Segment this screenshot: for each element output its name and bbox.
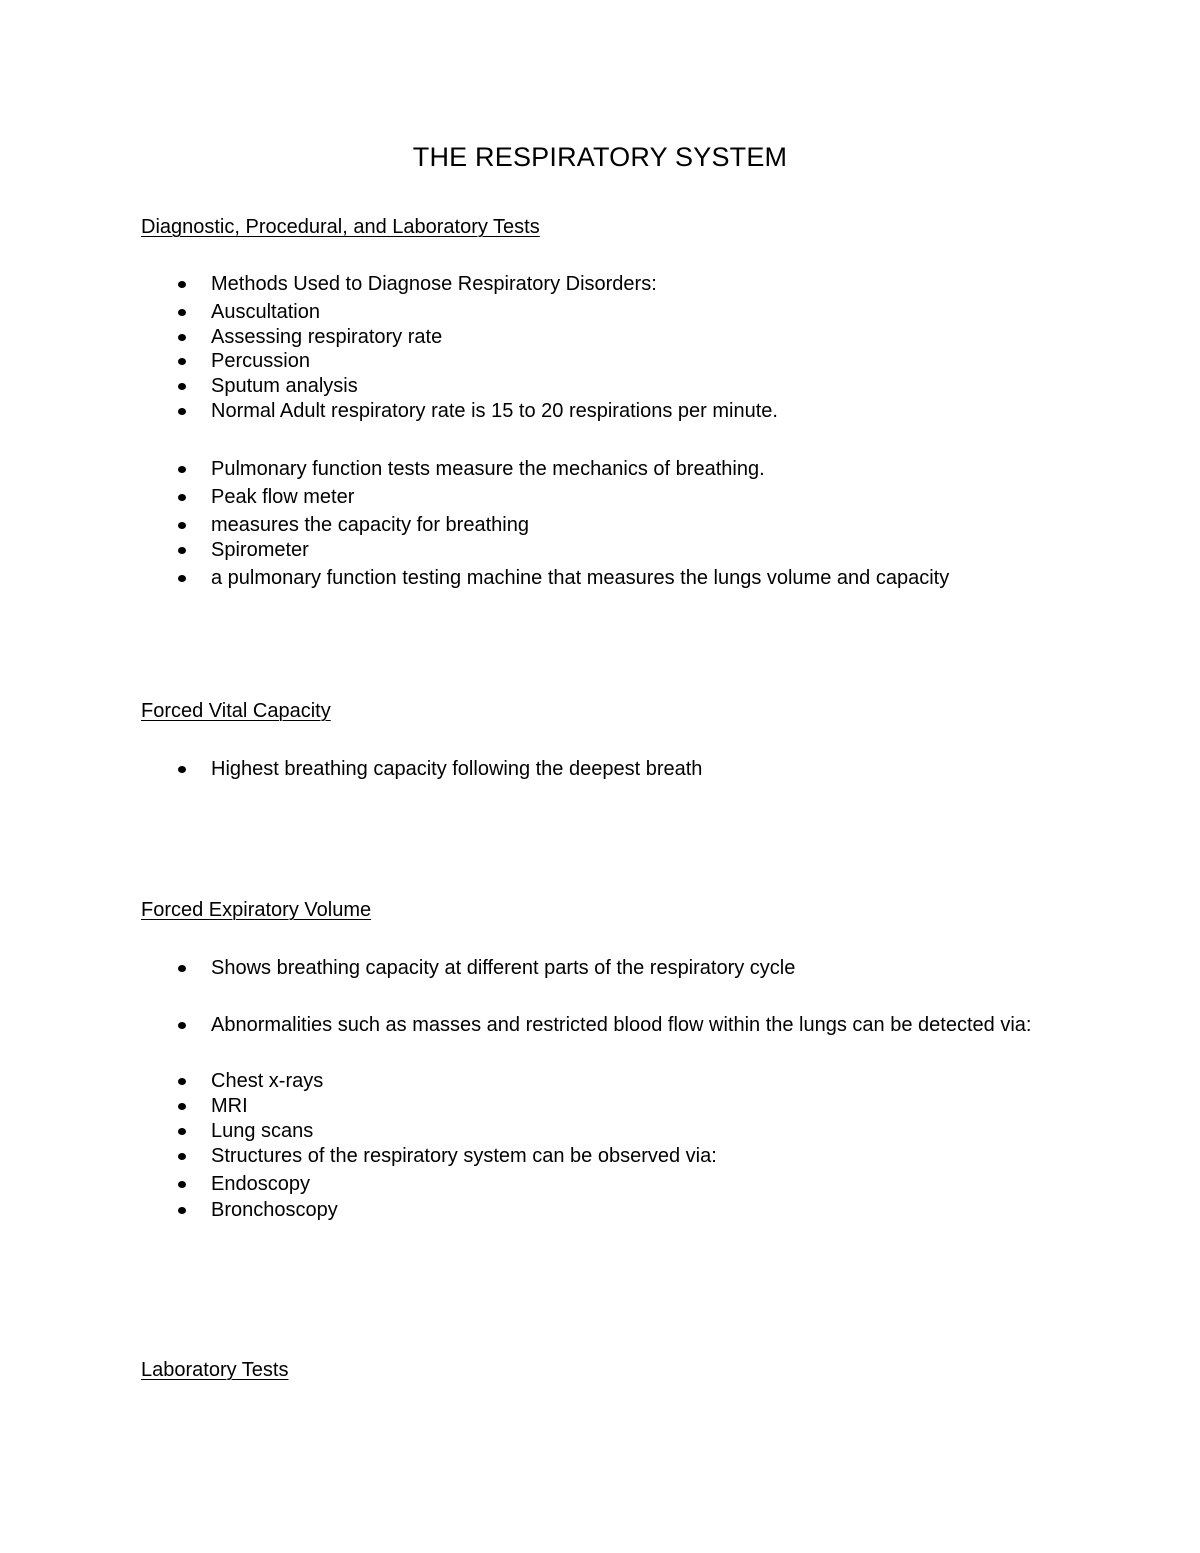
list-item-text: Chest x-rays	[211, 1070, 324, 1092]
bullet-icon	[178, 965, 186, 972]
list-item	[178, 1093, 1068, 1119]
list-item	[178, 324, 1068, 350]
bullet-icon	[178, 547, 186, 554]
list-item-text: Abnormalities such as masses and restricted blood flow within the lungs can be detected via:	[211, 1014, 1032, 1036]
bullet-icon	[178, 1181, 186, 1188]
list-item	[178, 1068, 1068, 1094]
list-item	[178, 565, 1068, 591]
list-item-text: Pulmonary function tests measure the mechanics of breathing.	[211, 458, 765, 480]
list-item-text: MRI	[211, 1095, 248, 1117]
list-item	[178, 373, 1068, 399]
list-item-text: Spirometer	[211, 539, 309, 561]
section-heading-forced-expiratory-volume: Forced Expiratory Volume	[141, 899, 372, 921]
section-heading-diagnostic-tests: Diagnostic, Procedural, and Laboratory Tests	[141, 216, 540, 238]
bullet-icon	[178, 466, 186, 473]
list-item-text: Percussion	[211, 350, 310, 372]
bullet-icon	[178, 575, 186, 582]
bullet-icon	[178, 766, 186, 773]
bullet-icon	[178, 494, 186, 501]
bullet-icon	[178, 334, 186, 341]
list-item-text: Shows breathing capacity at different parts of the respiratory cycle	[211, 957, 796, 979]
bullet-icon	[178, 1103, 186, 1110]
bullet-icon	[178, 281, 186, 288]
bullet-icon	[178, 358, 186, 365]
list-item	[178, 1118, 1068, 1144]
list-item-text: Endoscopy	[211, 1173, 310, 1195]
bullet-icon	[178, 1022, 186, 1029]
list-item	[178, 537, 1068, 563]
list-item-text: Methods Used to Diagnose Respiratory Disorders:	[211, 273, 657, 295]
bullet-icon	[178, 522, 186, 529]
list-item-text: Auscultation	[211, 301, 320, 323]
list-item	[178, 398, 1068, 424]
bullet-icon	[178, 1207, 186, 1214]
bullet-icon	[178, 408, 186, 415]
bullet-icon	[178, 1128, 186, 1135]
page-title: THE RESPIRATORY SYSTEM	[412, 142, 788, 172]
list-item	[178, 271, 1068, 297]
list-item	[178, 512, 1068, 538]
list-item-text: Assessing respiratory rate	[211, 326, 443, 348]
list-item-text: Bronchoscopy	[211, 1199, 338, 1221]
list-item-text: Normal Adult respiratory rate is 15 to 20 respirations per minute.	[211, 400, 778, 422]
list-item	[178, 756, 1068, 782]
list-item	[178, 348, 1068, 374]
list-item-text: Structures of the respiratory system can be observed via:	[211, 1145, 717, 1167]
list-item-text: Peak flow meter	[211, 486, 355, 508]
bullet-icon	[178, 1078, 186, 1085]
list-item-text: Highest breathing capacity following the deepest breath	[211, 758, 703, 780]
list-item	[178, 1197, 1068, 1223]
list-item	[178, 299, 1068, 325]
list-item-text: Sputum analysis	[211, 375, 358, 397]
list-item	[178, 1011, 1068, 1039]
section-heading-forced-vital-capacity: Forced Vital Capacity	[141, 700, 331, 722]
bullet-icon	[178, 309, 186, 316]
list-item	[178, 955, 1068, 981]
bullet-icon	[178, 1153, 186, 1160]
list-item	[178, 1143, 1068, 1169]
list-item	[178, 456, 1068, 482]
section-heading-laboratory-tests: Laboratory Tests	[141, 1359, 289, 1381]
list-item-text: measures the capacity for breathing	[211, 514, 529, 536]
list-item	[178, 1171, 1068, 1197]
list-item-text: Lung scans	[211, 1120, 314, 1142]
bullet-icon	[178, 383, 186, 390]
list-item	[178, 484, 1068, 510]
list-item-text: a pulmonary function testing machine that measures the lungs volume and capacity	[211, 567, 950, 589]
